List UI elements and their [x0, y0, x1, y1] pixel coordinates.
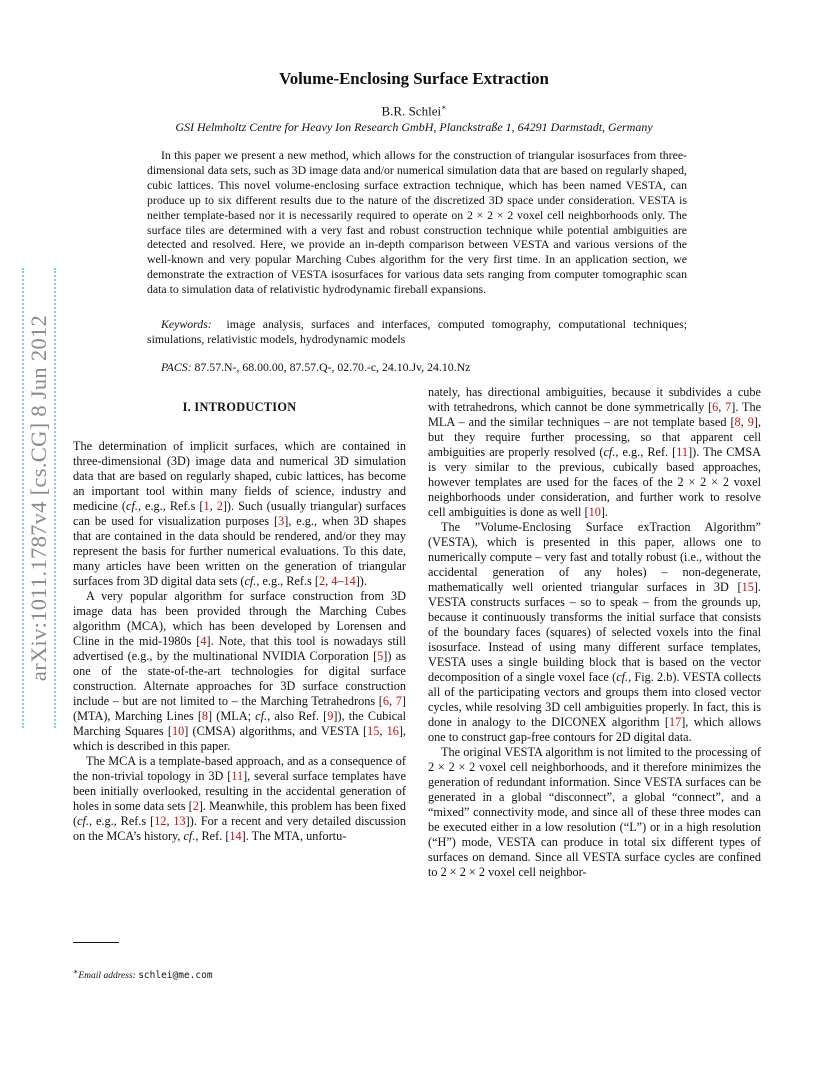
footnote-email: schlei@me.com [138, 970, 213, 982]
affiliation: GSI Helmholtz Centre for Heavy Ion Research GmbH, Planckstraße 1, 64291 Darmstadt, Germany [175, 120, 653, 134]
author-name: B.R. Schlei [381, 103, 442, 119]
footnote-mark: ∗ [73, 967, 79, 976]
paper-title: Volume-Enclosing Surface Extraction [279, 69, 549, 88]
arxiv-identifier: arXiv:1011.1787v4 [cs.CG] 8 Jun 2012 [26, 314, 51, 682]
footnote [73, 967, 213, 981]
keywords-label: Keywords: [161, 317, 212, 331]
pacs-text: 87.57.N-, 68.00.00, 87.57.Q-, 02.70.-c, 24.10.Jv, 24.10.Nz [194, 360, 471, 374]
body-paragraph: nately, has directional ambiguities, because it subdivides a cube with tetrahedrons, which cannot be done symmetrically [6, 7]. The MLA – and the similar techniques – are not template based [8, 9], but they require further processing, so that apparent cell ambiguities are properly resolved (cf., e.g., Ref. [11]). The CMSA is very similar to the previous, cubically based approaches, however templates are used for the faces of the 2 × 2 × 2 voxel neighborhoods under consideration, and further work to resolve cell ambiguities is done as well [10]. [428, 385, 762, 519]
author-footnote-mark: ∗ [441, 103, 447, 112]
left-column [73, 398, 406, 844]
body-paragraph: The determination of implicit surfaces, which are contained in three-dimensional (3D) image data and numerical 3D simulation data that are based on regularly shaped, cubic lattices, has become an important tool within many fields of science, industry and medicine (cf., e.g., Ref.s [1, 2]). Such (usually triangular) surfaces can be used for visualization purposes [3], e.g., when 3D shapes that are contained in the data should be rendered, and/or they may represent the basis for further numerical evaluations. To this date, many articles have been written on the generation of triangular surfaces from 3D digital data sets (cf., e.g., Ref.s [2, 4–14]). [73, 439, 407, 588]
abstract: In this paper we present a new method, which allows for the construction of triangular isosurfaces from three-dimensional data sets, such as 3D image data and/or numerical simulation data that are based on regularly shaped, cubic lattices. This novel volume-enclosing surface extraction technique, which has been named VESTA, can produce up to six different results due to the nature of the discretized 3D space under consideration. VESTA is neither template-based nor it is necessarily required to operate on 2 × 2 × 2 voxel cell neighborhoods only. The surface tiles are determined with a very fast and robust construction technique while potential ambiguities are detected and resolved. Here, we provide an in-depth comparison between VESTA and various versions of the well-known and very popular Marching Cubes algorithm for the very first time. In an application section, we demonstrate the extraction of VESTA isosurfaces for various data sets ranging from computer tomographic scan data to simulation data of relativistic hydrodynamic fireball expansions. [147, 148, 687, 297]
footnote-label: Email address: [78, 971, 136, 982]
body-paragraph: The MCA is a template-based approach, and as a consequence of the non-trivial topology in 3D [11], several surface templates have been initially overlooked, resulting in the accidental generation of holes in some data sets [2]. Meanwhile, this problem has been fixed (cf., e.g., Ref.s [12, 13]). For a recent and very detailed discussion on the MCA’s history, cf., Ref. [14]. The MTA, unfortu- [73, 754, 406, 843]
arxiv-sidebar-stamp [22, 268, 56, 728]
keywords [147, 317, 687, 347]
footnote-rule [73, 942, 119, 943]
author-line [0, 103, 828, 119]
pacs-codes [147, 360, 687, 375]
body-paragraph: A very popular algorithm for surface construction from 3D image data has been provided through the Marching Cubes algorithm (MCA), which has been developed by Lorensen and Cline in the mid-1980s [4]. Note, that this tool is nowadays still advertised (e.g., by the multinational NVIDIA Corporation [5]) as one of the state-of-the-art technologies for digital surface construction. Alternate approaches for 3D surface construction include – but are not limited to – the Marching Tetrahedrons [6, 7] (MTA), Marching Lines [8] (MLA; cf., also Ref. [9]), the Cubical Marching Squares [10] (CMSA) algorithms, and VESTA [15, 16], which is described in this paper. [73, 589, 407, 753]
section-heading: I. INTRODUCTION [182, 400, 297, 414]
body-paragraph: The ”Volume-Enclosing Surface exTraction Algorithm” (VESTA), which is presented in this paper, allows one to numerically compute – very fast and totally robust (i.e., without the accidental generation of any holes) – non-degenerate, mathematically well oriented triangular surfaces in 3D [15]. VESTA constructs surfaces – so to speak – from the grounds up, because it continuously transforms the initial surface that consists of the boundary faces (squares) of selected voxels into the final isosurface. Instead of using many different surface templates, VESTA uses a single building block that is based on the vector decomposition of a single voxel face (cf., Fig. 2.b). VESTA collects all of the participating vectors and groups them into closed vector cycles, while resolving 3D cell ambiguities properly. In fact, this is done in analogy to the DICONEX algorithm [17], which allows one to construct gap-free contours for 2D digital data. [428, 520, 761, 744]
keywords-text: image analysis, surfaces and interfaces, computed tomography, computational techniques; simulations, relativistic models, hydrodynamic models [147, 317, 687, 346]
right-column [428, 385, 761, 880]
body-paragraph: The original VESTA algorithm is not limited to the processing of 2 × 2 × 2 voxel cell neighborhoods, and it therefore minimizes the generation of redundant information. Since VESTA surfaces can be generated in a global “disconnect”, a global “connect”, and a “mixed” connectivity mode, and since all of these three modes can be executed either in a low resolution (“L”) or in a high resolution (“H”) mode, VESTA can produce in total six different types of surfaces on demand. Since all VESTA surface cycles are confined to 2 × 2 × 2 voxel cell neighbor- [428, 745, 761, 879]
pacs-label: PACS: [161, 360, 192, 374]
